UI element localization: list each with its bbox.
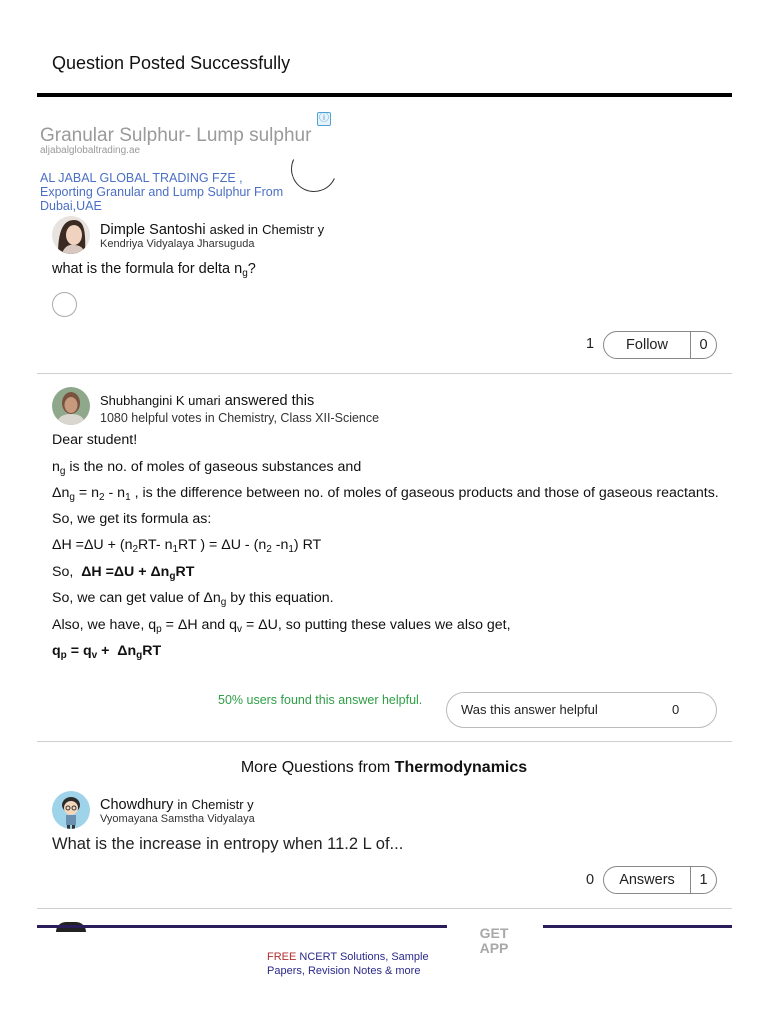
section-divider [37, 908, 732, 909]
info-icon[interactable]: ⓘ [319, 113, 329, 124]
related-asker-name[interactable]: Chowdhury [100, 797, 174, 813]
related-question-text[interactable]: What is the increase in entropy when 11.2 L of... [52, 835, 404, 853]
related-in-label: in [177, 797, 188, 812]
title-divider [37, 93, 732, 97]
related-asker-line [100, 797, 254, 813]
helpful-button[interactable] [446, 692, 717, 728]
promo-description: NCERT Solutions, Sample Papers, Revision Notes & more [267, 951, 429, 977]
asked-in-label: asked in [209, 222, 259, 237]
asker-name-line [100, 222, 324, 238]
helpful-percentage: 50% users found this answer helpful. [218, 693, 423, 707]
answerer-avatar[interactable] [52, 387, 90, 425]
helpful-count: 0 [672, 702, 680, 717]
follow-button[interactable] [603, 331, 717, 359]
answerer-name-line [100, 393, 314, 409]
follow-count: 1 [586, 336, 595, 352]
ad-domain[interactable]: aljabalglobaltrading.ae [40, 145, 141, 156]
asker-name[interactable]: Dimple Santoshi [100, 222, 206, 238]
answered-label: answered this [224, 393, 315, 409]
section-divider [37, 373, 732, 374]
answer-body: Dear student! $n_g$ is the no. of moles of gaseous substances and $\Delta n_g = n_2 - n_1$ , is the difference between no. of moles of gaseous products and those of gaseous reactants. So, we get its formula as: $\Delta H =\Delta U + (n_2RT-$ $n_1RT$ ) = ΔU - ($n_2$ $-n_1$) RT So, $\Delta H =\Delta U + \Delta n_gRT$ So, we can get value of $\Delta n_g$ by this equation. Also, we have, $q_p = \Delta H$ and $q_v = \Delta U$, so putting these values we also get, $q_p = q_v + \Delta n_gRT$ [52, 432, 719, 661]
asker-avatar[interactable] [52, 216, 90, 254]
answerer-name[interactable]: Shubhangini K umari [100, 393, 221, 408]
answers-badge: 1 [690, 867, 716, 893]
asker-school: Kendriya Vidyalaya Jharsuguda [100, 238, 255, 250]
get-app-button[interactable]: GET APP [479, 925, 509, 956]
answers-count: 0 [586, 872, 595, 888]
answers-label: Answers [619, 872, 675, 888]
more-questions-heading: More Questions from Thermodynamics [240, 759, 528, 776]
follow-badge: 0 [690, 332, 716, 358]
question-text: what is the formula for delta $n_g$? [52, 261, 256, 279]
question-subject[interactable]: Chemistr y [262, 222, 325, 237]
more-questions-topic: Thermodynamics [394, 759, 528, 776]
section-divider [37, 741, 732, 742]
question-loading-indicator [52, 292, 77, 317]
ad-description[interactable]: AL JABAL GLOBAL TRADING FZE , Exporting Granular and Lump Sulphur From Dubai,UAE [40, 171, 284, 213]
promo-text[interactable] [267, 951, 442, 978]
promo-free: FREE [267, 951, 297, 963]
related-asker-avatar[interactable] [52, 791, 90, 829]
helpful-label: Was this answer helpful [461, 702, 598, 717]
helpful-votes: 1080 helpful [100, 411, 169, 425]
answers-button[interactable] [603, 866, 717, 894]
footer-bar-left [37, 925, 447, 928]
footer-bar-right [543, 925, 732, 928]
answerer-votes [100, 411, 379, 425]
related-asker-school: Vyomayana Samstha Vidyalaya [100, 813, 255, 825]
related-subject[interactable]: Chemistr y [191, 797, 254, 812]
follow-label: Follow [626, 337, 668, 353]
votes-subject: votes in Chemistry, Class XII-Science [171, 411, 380, 425]
ad-title[interactable]: Granular Sulphur- Lump sulphur [40, 125, 312, 146]
page-title: Question Posted Successfully [52, 53, 291, 73]
ad-loading-icon [285, 140, 344, 199]
